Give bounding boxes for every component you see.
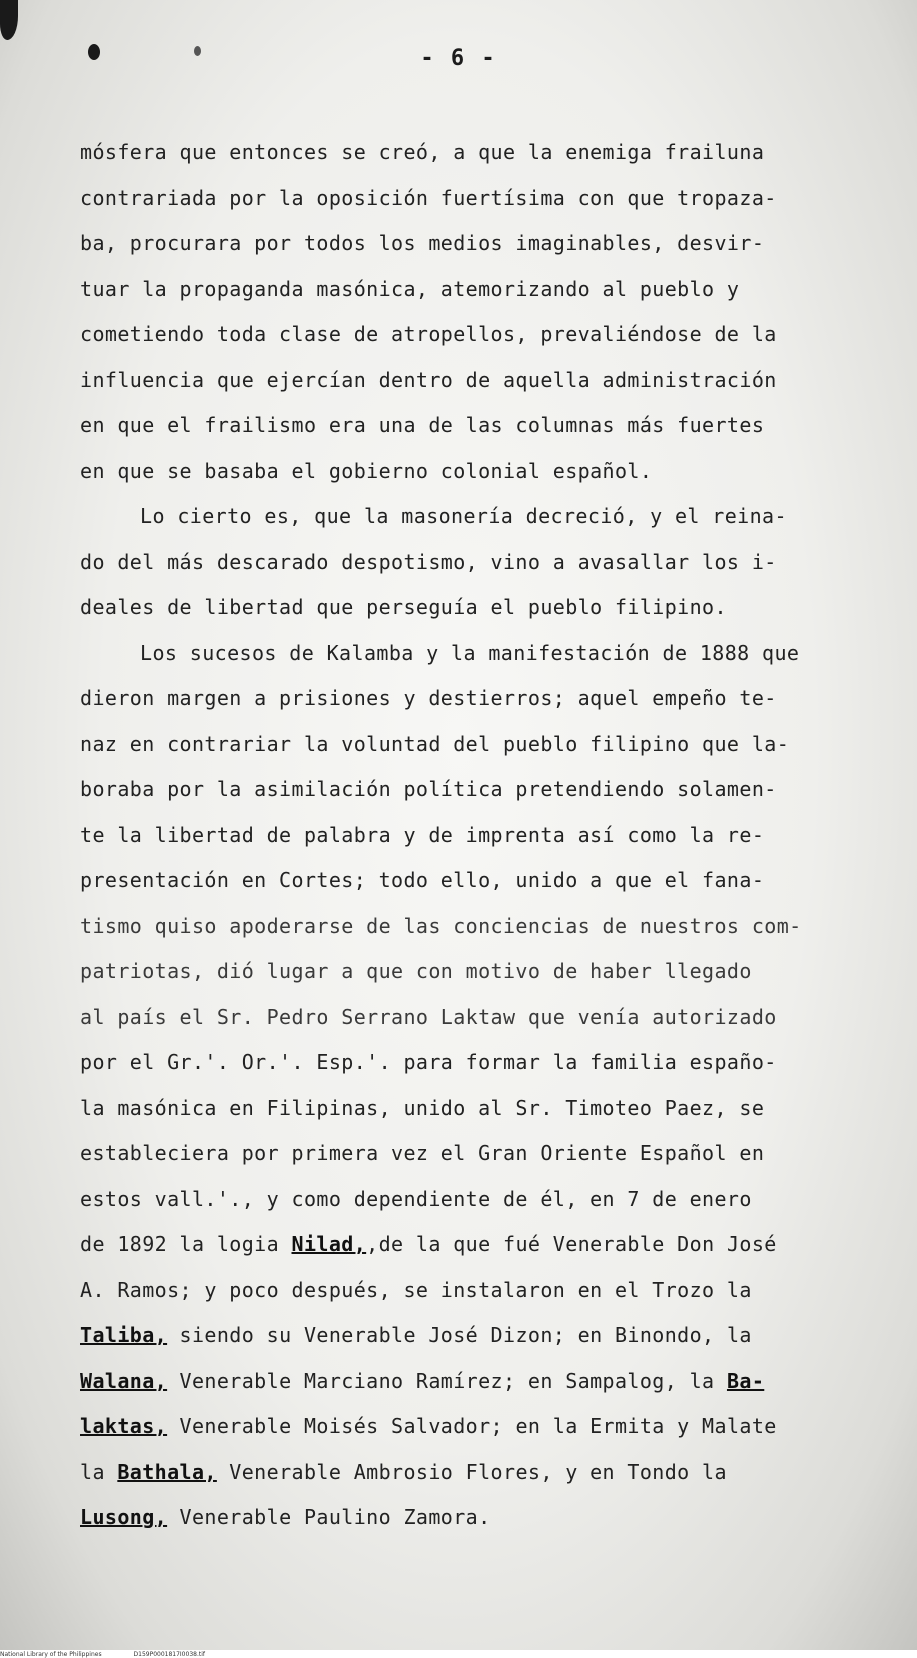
ink-blot	[0, 0, 18, 40]
scan-footer	[0, 1651, 235, 1658]
typed-body-text	[80, 130, 880, 1541]
text-line: en que el frailismo era una de las columnas más fuertes	[80, 413, 765, 437]
paragraph-start-line: Los sucesos de Kalamba y la manifestación de 1888 que	[140, 640, 800, 665]
text-line: patriotas, dió lugar a que con motivo de haber llegado	[80, 959, 752, 983]
text-line: deales de libertad que perseguía el pueblo filipino.	[80, 595, 727, 619]
lodge-name-lusong: Lusong,	[80, 1505, 168, 1529]
text-line: por el Gr.'. Or.'. Esp.'. para formar la familia españo-	[80, 1050, 777, 1074]
text-line: presentación en Cortes; todo ello, unido a que el fana-	[80, 868, 765, 892]
text-line: en que se basaba el gobierno colonial español.	[80, 458, 653, 483]
text-line	[80, 1313, 880, 1359]
text-line: dieron margen a prisiones y destierros; aquel empeño te-	[80, 686, 777, 710]
text-line: la masónica en Filipinas, unido al Sr. Timoteo Paez, se	[80, 1095, 765, 1120]
text-line: te la libertad de palabra y de imprenta así como la re-	[80, 822, 765, 847]
text-segment: siendo su Venerable José Dizon; en Binondo, la	[167, 1323, 752, 1347]
text-line: estos vall.'., y como dependiente de él, en 7 de enero	[80, 1186, 752, 1211]
lodge-name-nilad: Nilad,	[291, 1232, 367, 1256]
text-line: tuar la propaganda masónica, atemorizando al pueblo y	[80, 276, 740, 301]
text-segment: Venerable Ambrosio Flores, y en Tondo la	[216, 1459, 727, 1484]
text-line	[80, 1404, 880, 1450]
text-segment: Venerable Paulino Zamora.	[167, 1505, 491, 1529]
lodge-name-bathala: Bathala,	[117, 1459, 217, 1484]
lodge-name-balaktas-part: Ba-	[726, 1368, 765, 1393]
text-line	[80, 1495, 880, 1541]
text-line: tismo quiso apoderarse de las conciencias de nuestros com-	[80, 913, 802, 938]
text-line: contrariada por la oposición fuertísima con que tropaza-	[80, 185, 777, 210]
text-line: al país el Sr. Pedro Serrano Laktaw que venía autorizado	[80, 1004, 777, 1029]
text-line	[80, 1359, 880, 1405]
text-line: influencia que ejercían dentro de aquella administración	[80, 367, 777, 392]
text-line	[80, 1222, 880, 1268]
text-line	[80, 1450, 880, 1496]
text-line: boraba por la asimilación política pretendiendo solamen-	[80, 777, 777, 801]
text-line: do del más descarado despotismo, vino a avasallar los i-	[80, 549, 777, 574]
text-line: A. Ramos; y poco después, se instalaron en el Trozo la	[80, 1277, 752, 1302]
lodge-name-balaktas: laktas,	[80, 1414, 168, 1438]
text-segment: de 1892 la logia	[80, 1232, 292, 1256]
text-segment: ,de la que fué Venerable Don José	[366, 1232, 777, 1256]
text-line: estableciera por primera vez el Gran Oriente Español en	[80, 1141, 765, 1165]
text-segment: Venerable Marciano Ramírez; en Sampalog, la	[167, 1368, 727, 1393]
lodge-name-walana: Walana,	[80, 1368, 168, 1393]
footer-filename: D159P0001817I0038.tif	[133, 1651, 205, 1658]
paragraph-start-line: Lo cierto es, que la masonería decreció, y el reina-	[140, 504, 787, 528]
text-line: cometiendo toda clase de atropellos, prevaliéndose de la	[80, 322, 777, 346]
text-segment: Venerable Moisés Salvador; en la Ermita y Malate	[167, 1414, 777, 1438]
lodge-name-taliba: Taliba,	[80, 1323, 168, 1347]
page-number: - 6 -	[420, 46, 497, 71]
text-segment: la	[80, 1459, 118, 1484]
text-line: naz en contrariar la voluntad del pueblo filipino que la-	[80, 731, 790, 756]
footer-library: National Library of the Philippines	[0, 1651, 102, 1658]
text-line: mósfera que entonces se creó, a que la enemiga frailuna	[80, 140, 765, 164]
text-line: ba, procurara por todos los medios imaginables, desvir-	[80, 231, 765, 255]
